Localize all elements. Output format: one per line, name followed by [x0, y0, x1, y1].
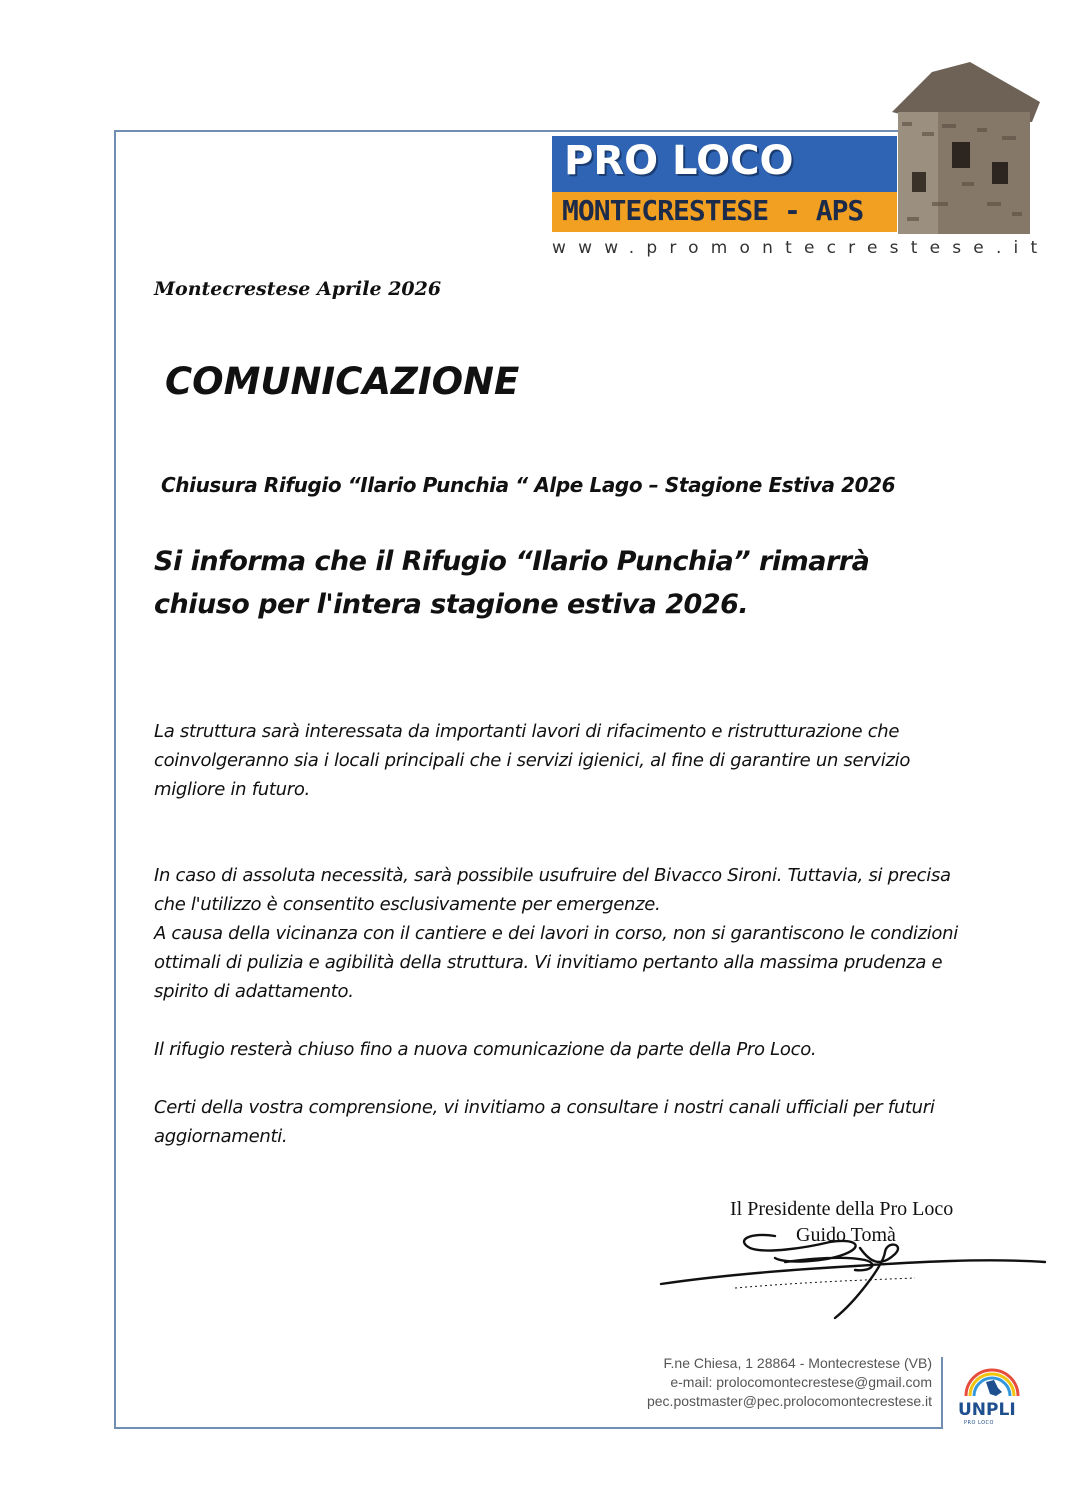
unpli-logo-text: UNPLI: [958, 1400, 1016, 1420]
paragraph-closing: Certi della vostra comprensione, vi invitiamo a consultare i nostri canali ufficiali per futuri aggiornamenti.: [154, 1097, 935, 1147]
date-line: Montecrestese Aprile 2026: [154, 278, 442, 300]
pro-loco-logo: [552, 62, 1050, 262]
lead-statement: Si informa che il Rifugio “Ilario Punchia” rimarrà chiuso per l'intera stagione estiva 2026.: [154, 546, 870, 620]
footer-email: e-mail: prolocomontecrestese@gmail.com: [670, 1374, 932, 1390]
signatory-role: Il Presidente della Pro Loco: [730, 1198, 954, 1220]
footer-address: F.ne Chiesa, 1 28864 - Montecrestese (VB): [663, 1355, 932, 1371]
paragraph-bivacco-part2: A causa della vicinanza con il cantiere e dei lavori in corso, non si garantiscono le condizioni ottimali di pulizia e agibilità della struttura. Vi invitiamo pertanto alla massima prudenza e spirito di adattamento.: [154, 923, 958, 1002]
logo-title: PRO LOCO: [564, 138, 794, 184]
logo-subtitle: MONTECRESTESE - APS: [562, 194, 864, 227]
unpli-logo-subtitle: PRO LOCO: [964, 1420, 994, 1426]
paragraph-works: La struttura sarà interessata da importanti lavori di rifacimento e ristrutturazione che coinvolgeranno sia i locali principali che i servizi igienici, al fine di garantire un servizio migliore in futuro.: [154, 721, 911, 800]
document-border-right: [941, 1357, 943, 1429]
page-title: COMUNICAZIONE: [165, 360, 520, 403]
website-url: www.promontecrestese.it: [552, 238, 1050, 258]
paragraph-closure: Il rifugio resterà chiuso fino a nuova comunicazione da parte della Pro Loco.: [154, 1039, 817, 1060]
building-icon: [892, 62, 1040, 234]
paragraph-bivacco-part1: In caso di assoluta necessità, sarà possibile usufruire del Bivacco Sironi. Tuttavia, si precisa che l'utilizzo è consentito esclusivamente per emergenze.: [154, 865, 951, 915]
signatory-name: Guido Tomà: [796, 1224, 896, 1246]
handwritten-signature: [655, 1218, 1050, 1323]
paragraph-bivacco: [154, 861, 974, 1006]
footer-contacts: [560, 1354, 932, 1411]
subject-line: Chiusura Rifugio “Ilario Punchia “ Alpe Lago – Stagione Estiva 2026: [161, 473, 896, 497]
footer-pec: pec.postmaster@pec.prolocomontecrestese.it: [646, 1393, 932, 1409]
document-border-bottom: [114, 1427, 943, 1429]
